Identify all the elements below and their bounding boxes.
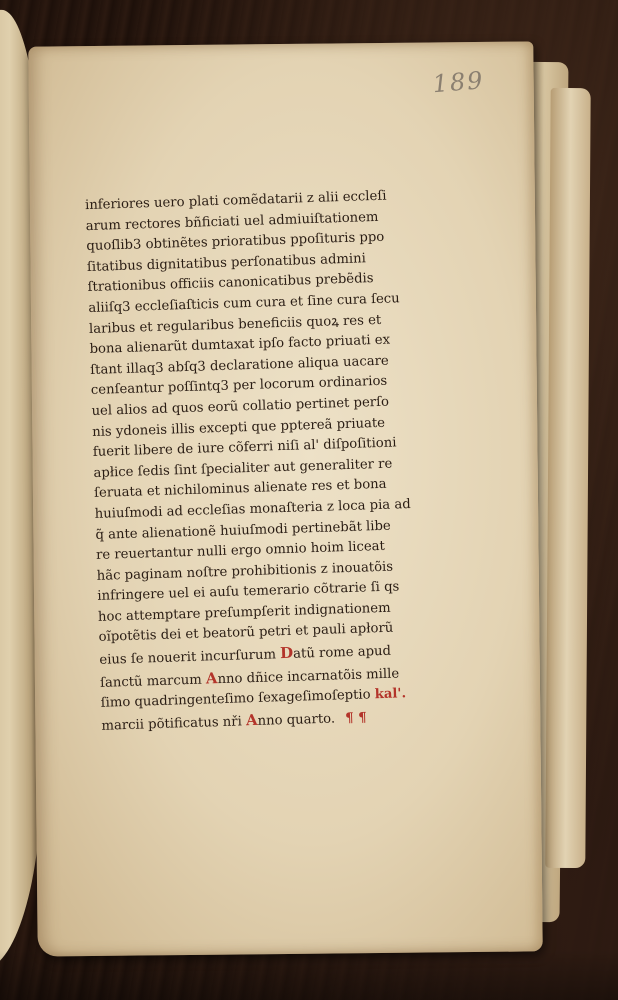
text-line: laribus et regularibus beneficiis quoꝝ res et [88, 312, 382, 337]
text-segment: marcii põtificatus nři [101, 714, 243, 734]
text-line: ſtrationibus officiis canonicatibus prebẽdis [87, 271, 374, 296]
incunable-page [28, 41, 543, 956]
text-line: huiuſmodi ad eccleſias monaſteria z loca pia ad [94, 496, 411, 522]
text-segment: atũ rome apud [292, 643, 392, 662]
rubricated-initial: A [245, 710, 258, 730]
paragraph-marks: ¶ ¶ [344, 710, 367, 727]
text-line: quoſlib3 obtinẽtes prioratibus ppoſituris ppo [86, 229, 385, 255]
text-line: aliiſq3 eccleſiaſticis cum cura et ſine cura ſecu [88, 291, 400, 316]
text-line: arum rectores bñficiati uel admiuiſtationem [85, 209, 379, 234]
text-segment: eius ſe nouerit incurſurum [99, 647, 277, 668]
text-line: re reuertantur nulli ergo omnio hoim liceat [95, 538, 386, 563]
text-line: hãc paginam noſtre prohibitionis z inouatõis [96, 559, 394, 584]
text-line: apłice ſedis ſint ſpecialiter aut generaliter re [93, 456, 393, 481]
text-line: nis ydoneis illis excepti que pptereã priuate [91, 415, 386, 440]
rubricated-initial: D [279, 643, 294, 663]
text-line: q̃ ante alienationẽ huiuſmodi pertinebãt libe [95, 518, 391, 543]
text-line: uel alios ad quos eorũ collatio pertinet perſo [91, 394, 390, 419]
text-segment: ſimo quadringenteſimo ſexageſimoſeptio [100, 687, 371, 712]
folio-number: 189 [431, 66, 486, 99]
text-line: ſtant illaq3 abſq3 declaratione aliqua uacare [90, 353, 389, 378]
rubricated-word: kal'. [374, 686, 407, 703]
text-line: fuerit libere de iure cõferri niſi al' diſpoſitioni [92, 435, 397, 461]
text-line: ſitatibus dignitatibus perſonatibus admini [86, 251, 367, 275]
text-line: cenſeantur poſſintq3 per locorum ordinarios [90, 374, 388, 399]
rubricated-initial: A [205, 668, 218, 688]
text-line: ſeruata et nichilominus alienate res et bona [93, 477, 387, 502]
text-line: oĩpotẽtis dei et beatorũ petri et pauli apłorũ [98, 621, 394, 646]
text-segment: ſanctũ marcum [99, 672, 202, 691]
text-segment: nno quarto. [257, 711, 336, 729]
text-line: infringere uel ei auſu temerario cõtrarie ſi qs [97, 579, 400, 605]
table-shadow [0, 950, 618, 1000]
text-line: hoc attemptare preſumpſerit indignationem [97, 600, 391, 625]
page-edge-stack-back [545, 88, 590, 868]
text-segment: nno dñice incarnatõis mille [217, 666, 400, 687]
printed-text-block [85, 185, 442, 737]
text-line: inferiores uero plati comẽdatarii z alii eccleſi [84, 188, 387, 214]
text-line: bona alienarũt dumtaxat ipſo facto priuati ex [89, 332, 391, 358]
